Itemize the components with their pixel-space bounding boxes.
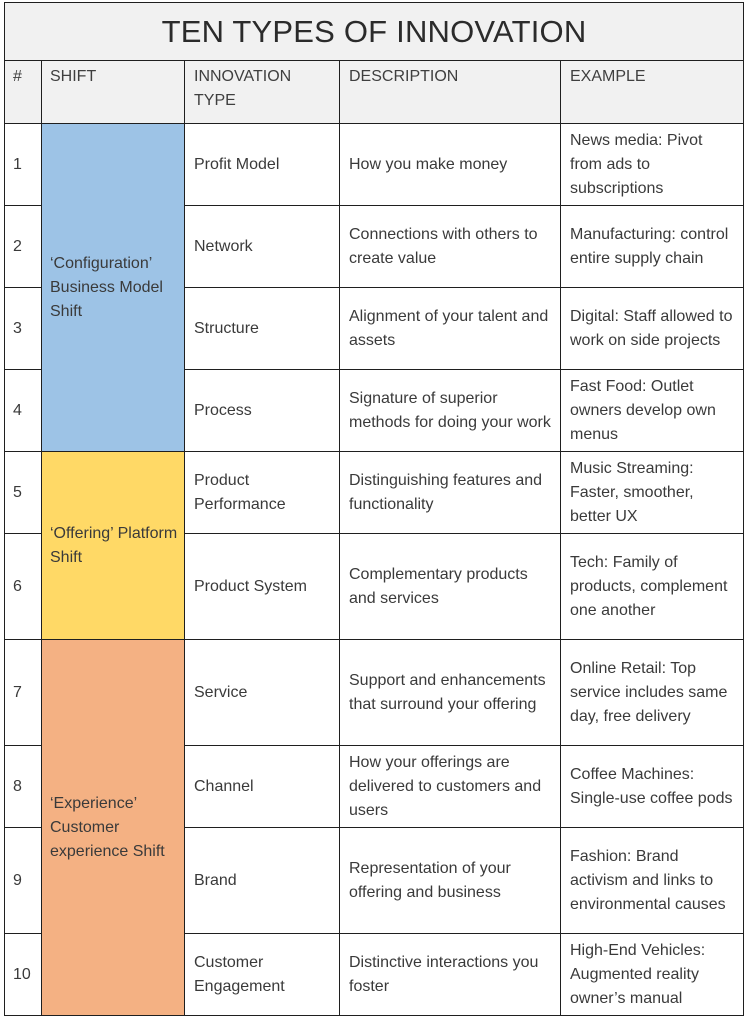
row-number: 1 — [5, 124, 42, 206]
example: Online Retail: Top service includes same day, free delivery — [561, 640, 744, 746]
header-number: # — [5, 61, 42, 124]
innovation-type: Process — [185, 370, 340, 452]
description: Representation of your offering and business — [340, 828, 561, 934]
example: Fast Food: Outlet owners develop own menus — [561, 370, 744, 452]
row-number: 7 — [5, 640, 42, 746]
row-number: 9 — [5, 828, 42, 934]
header-innovation-type: INNOVATION TYPE — [185, 61, 340, 124]
example: News media: Pivot from ads to subscriptions — [561, 124, 744, 206]
table-row — [5, 124, 744, 206]
description: Signature of superior methods for doing your work — [340, 370, 561, 452]
innovation-type: Customer Engagement — [185, 934, 340, 1016]
description: Complementary products and services — [340, 534, 561, 640]
innovation-type: Structure — [185, 288, 340, 370]
description: Alignment of your talent and assets — [340, 288, 561, 370]
innovation-type: Network — [185, 206, 340, 288]
innovation-type: Brand — [185, 828, 340, 934]
table-title: TEN TYPES OF INNOVATION — [5, 3, 744, 61]
table-row — [5, 640, 744, 746]
innovation-type: Channel — [185, 746, 340, 828]
row-number: 6 — [5, 534, 42, 640]
row-number: 4 — [5, 370, 42, 452]
table-row — [5, 452, 744, 534]
shift-configuration: ‘Configuration’ Business Model Shift — [42, 124, 185, 452]
header-description: DESCRIPTION — [340, 61, 561, 124]
description: Connections with others to create value — [340, 206, 561, 288]
innovation-table — [4, 2, 744, 1016]
example: Tech: Family of products, complement one another — [561, 534, 744, 640]
innovation-type: Product Performance — [185, 452, 340, 534]
example: High-End Vehicles: Augmented reality owner’s manual — [561, 934, 744, 1016]
header-shift: SHIFT — [42, 61, 185, 124]
description: How you make money — [340, 124, 561, 206]
description: Distinguishing features and functionality — [340, 452, 561, 534]
example: Fashion: Brand activism and links to environmental causes — [561, 828, 744, 934]
shift-experience: ‘Experience’ Customer experience Shift — [42, 640, 185, 1016]
example: Music Streaming: Faster, smoother, better UX — [561, 452, 744, 534]
header-row — [5, 61, 744, 124]
description: Distinctive interactions you foster — [340, 934, 561, 1016]
description: How your offerings are delivered to customers and users — [340, 746, 561, 828]
row-number: 2 — [5, 206, 42, 288]
innovation-type: Profit Model — [185, 124, 340, 206]
innovation-document — [4, 2, 743, 1016]
description: Support and enhancements that surround your offering — [340, 640, 561, 746]
example: Digital: Staff allowed to work on side projects — [561, 288, 744, 370]
innovation-type: Product System — [185, 534, 340, 640]
row-number: 5 — [5, 452, 42, 534]
shift-offering: ‘Offering’ Platform Shift — [42, 452, 185, 640]
example: Coffee Machines: Single-use coffee pods — [561, 746, 744, 828]
example: Manufacturing: control entire supply chain — [561, 206, 744, 288]
header-example: EXAMPLE — [561, 61, 744, 124]
row-number: 3 — [5, 288, 42, 370]
innovation-type: Service — [185, 640, 340, 746]
row-number: 10 — [5, 934, 42, 1016]
row-number: 8 — [5, 746, 42, 828]
